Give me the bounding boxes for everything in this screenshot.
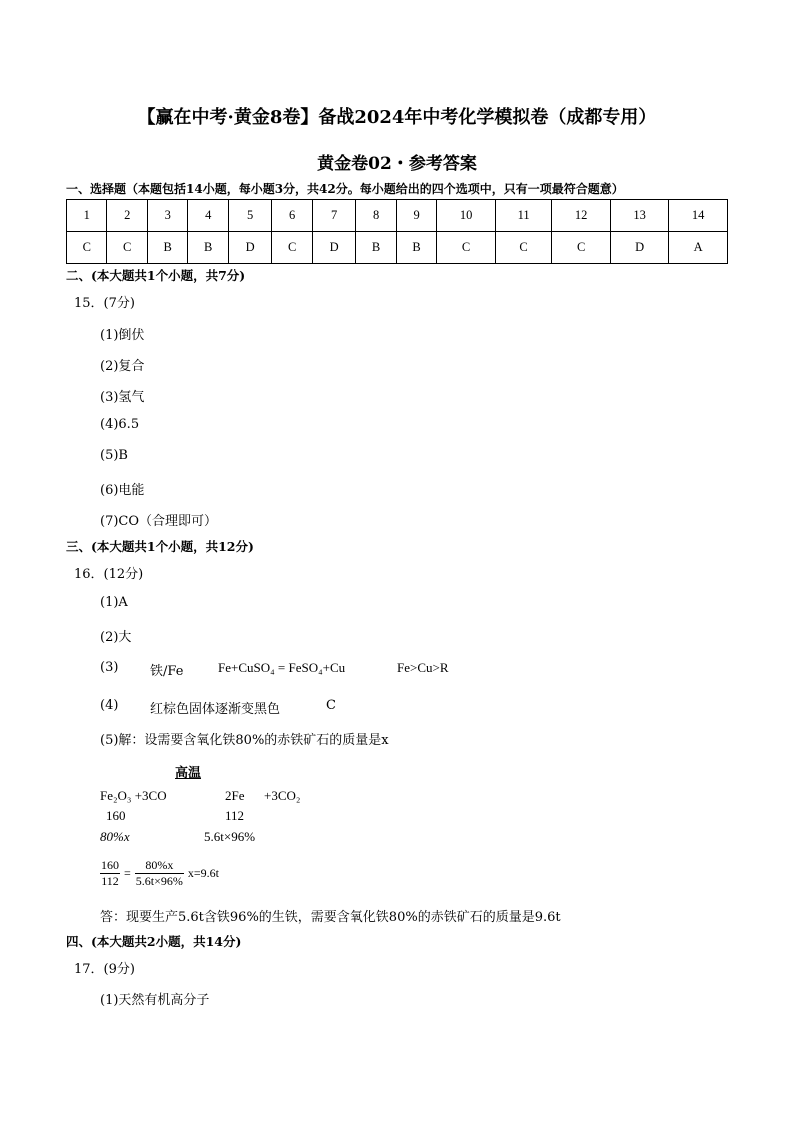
fraction-1 (100, 858, 120, 889)
answer-cell: C (272, 232, 312, 264)
question-number-cell: 13 (610, 200, 669, 232)
result: x=9.6t (187, 866, 219, 880)
answer-table (66, 199, 728, 264)
section2-heading: 二、(本大题共1个小题，共7分) (66, 268, 246, 283)
q16-final-answer: 答：现要生产5.6t含铁96%的生铁，需要含氧化铁80%的赤铁矿石的质量是9.6t (100, 910, 561, 925)
fraction-2-denominator: 5.6t×96% (135, 874, 183, 888)
unknown-mid: 5.6t×96% (204, 829, 256, 844)
equation-product-co2: +3CO₂ (264, 788, 301, 803)
q16-answer-2: (2)大 (100, 630, 132, 645)
answer-cell: D (228, 232, 271, 264)
fraction-2-numerator: 80%x (135, 858, 184, 874)
fraction-1-denominator: 112 (101, 874, 119, 888)
q15-item: (3)氢气 (100, 390, 145, 405)
molar-mass-mid: 112 (225, 808, 245, 823)
question-number-cell: 14 (669, 200, 728, 232)
q16-answer-1: (1)A (100, 595, 128, 610)
proportion-equation: $\frac{160}{112}$ = $\frac{80\%x}{5.6t\times 96\%}$ x=9.6t (101, 858, 219, 888)
question-number-cell: 6 (272, 200, 312, 232)
q15-item: (2)复合 (100, 359, 145, 374)
answer-cell: C (437, 232, 496, 264)
q15-item: (1)倒伏 (100, 328, 145, 343)
fraction-2 (135, 858, 184, 889)
q16-5-solution: (5)解：设需要含氧化铁80%的赤铁矿石的质量是x (100, 733, 389, 748)
q15-item: (5)B (100, 448, 128, 463)
q15-item: (6)电能 (100, 483, 145, 498)
equation-reactants: Fe₂O₃ +3CO (100, 788, 167, 803)
answer-cell: C (67, 232, 107, 264)
molar-mass-left: 160 (106, 808, 126, 823)
section1-heading: 一、选择题（本题包括14小题，每小题3分，共42分。每小题给出的四个选项中，只有一项最符合题意） (66, 182, 624, 196)
q16-4-label: (4) (100, 698, 119, 713)
question-number-cell: 5 (228, 200, 271, 232)
answer-cell: D (312, 232, 355, 264)
answer-cell: C (107, 232, 147, 264)
question-number-cell: 2 (107, 200, 147, 232)
question-number-cell: 4 (188, 200, 228, 232)
answer-cell: D (610, 232, 669, 264)
q17-label: 17．(9分) (74, 962, 135, 977)
question-number-cell: 10 (437, 200, 496, 232)
question-number-cell: 11 (495, 200, 552, 232)
page-title: 【赢在中考·黄金8卷】备战2024年中考化学模拟卷（成都专用） (137, 107, 657, 128)
question-number-cell: 12 (552, 200, 611, 232)
unknown-left: 80%x (100, 829, 130, 844)
question-number-cell: 9 (396, 200, 436, 232)
equation-product-fe: 2Fe (225, 788, 245, 803)
q17-answer-1: (1)天然有机高分子 (100, 993, 210, 1008)
q15-item: (7)CO（合理即可） (100, 514, 218, 529)
q16-4-answer-b: C (326, 698, 336, 713)
answer-cell: B (396, 232, 436, 264)
fraction-1-numerator: 160 (101, 858, 119, 872)
answer-cell: C (552, 232, 611, 264)
reaction-condition: 高温 (175, 766, 202, 781)
q16-label: 16．(12分) (74, 567, 144, 582)
answer-cell: B (188, 232, 228, 264)
answer-table-answer-row (67, 232, 728, 264)
answer-cell: B (147, 232, 187, 264)
answer-cell: B (356, 232, 396, 264)
q16-3-equation: Fe+CuSO₄ = FeSO₄+Cu (218, 660, 346, 675)
section4-heading: 四、(本大题共2小题，共14分) (66, 934, 242, 949)
answer-cell: A (669, 232, 728, 264)
q16-4-answer-a: 红棕色固体逐渐变黑色 (150, 702, 281, 717)
q15-label: 15．(7分) (74, 296, 135, 311)
question-number-cell: 3 (147, 200, 187, 232)
page-subtitle: 黄金卷02・参考答案 (317, 154, 477, 174)
q16-3-answer-c: Fe>Cu>R (397, 660, 449, 675)
q16-3-answer-a: 铁/Fe (150, 664, 184, 679)
q15-item: (4)6.5 (100, 417, 140, 432)
question-number-cell: 7 (312, 200, 355, 232)
question-number-cell: 1 (67, 200, 107, 232)
section3-heading: 三、(本大题共1个小题，共12分) (66, 539, 254, 554)
answer-table-number-row (67, 200, 728, 232)
question-number-cell: 8 (356, 200, 396, 232)
answer-cell: C (495, 232, 552, 264)
q16-3-label: (3) (100, 660, 119, 675)
